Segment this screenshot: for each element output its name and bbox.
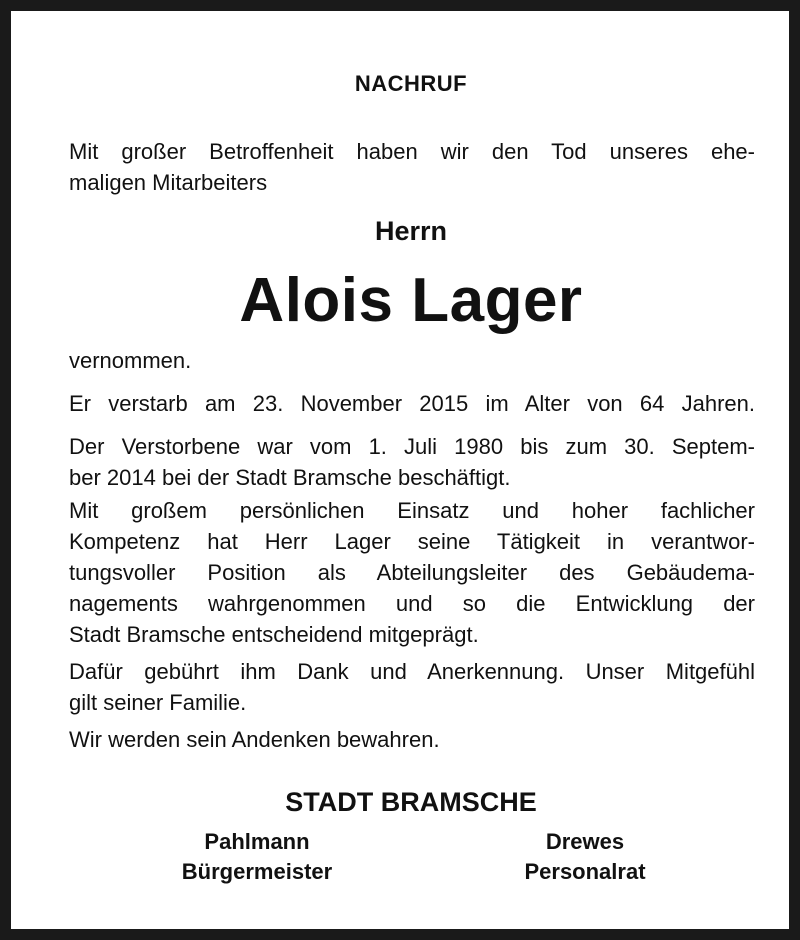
thanks-paragraph bbox=[69, 656, 755, 718]
merit-line-2: Kompetenz hat Herr Lager seine Tätigkeit in verantwor- bbox=[69, 529, 755, 554]
merit-line-4: nagements wahrgenommen und so die Entwicklung der bbox=[69, 591, 755, 616]
deceased-name: Alois Lager bbox=[239, 266, 583, 335]
intro-paragraph bbox=[69, 136, 755, 198]
merit-paragraph bbox=[69, 495, 755, 650]
closing-text: Wir werden sein Andenken bewahren. bbox=[69, 727, 440, 752]
after-name-paragraph bbox=[69, 345, 755, 376]
signatory-name: Pahlmann bbox=[204, 829, 310, 854]
thanks-line-2: gilt seiner Familie. bbox=[69, 690, 247, 715]
salutation: Herrn bbox=[374, 216, 448, 246]
intro-line-2: maligen Mitarbeiters bbox=[69, 170, 268, 195]
employment-line-1: Der Verstorbene war vom 1. Juli 1980 bis zum 30. Septem- bbox=[69, 434, 755, 459]
employment-paragraph bbox=[69, 431, 755, 493]
signatory-name: Drewes bbox=[545, 829, 625, 854]
death-info-text: Er verstarb am 23. November 2015 im Alter von 64 Jahren. bbox=[69, 391, 755, 416]
obituary-heading: NACHRUF bbox=[354, 71, 468, 96]
organization-name: STADT BRAMSCHE bbox=[285, 787, 537, 817]
signatory-left bbox=[127, 827, 387, 887]
merit-line-1: Mit großem persönlichen Einsatz und hoher fachlicher bbox=[69, 498, 755, 523]
closing-paragraph bbox=[69, 724, 755, 755]
death-info-paragraph bbox=[69, 388, 755, 419]
intro-line-1: Mit großer Betroffenheit haben wir den Tod unseres ehe- bbox=[69, 139, 755, 164]
employment-line-2: ber 2014 bei der Stadt Bramsche beschäftigt. bbox=[69, 465, 511, 490]
after-name-text: vernommen. bbox=[69, 348, 192, 373]
thanks-line-1: Dafür gebührt ihm Dank und Anerkennung. Unser Mitgefühl bbox=[69, 659, 755, 684]
signatory-right bbox=[455, 827, 715, 887]
signatory-role: Bürgermeister bbox=[181, 859, 333, 884]
merit-line-3: tungsvoller Position als Abteilungsleiter des Gebäudema- bbox=[69, 560, 755, 585]
signatory-role: Personalrat bbox=[524, 859, 646, 884]
merit-line-5: Stadt Bramsche entscheidend mitgeprägt. bbox=[69, 622, 479, 647]
